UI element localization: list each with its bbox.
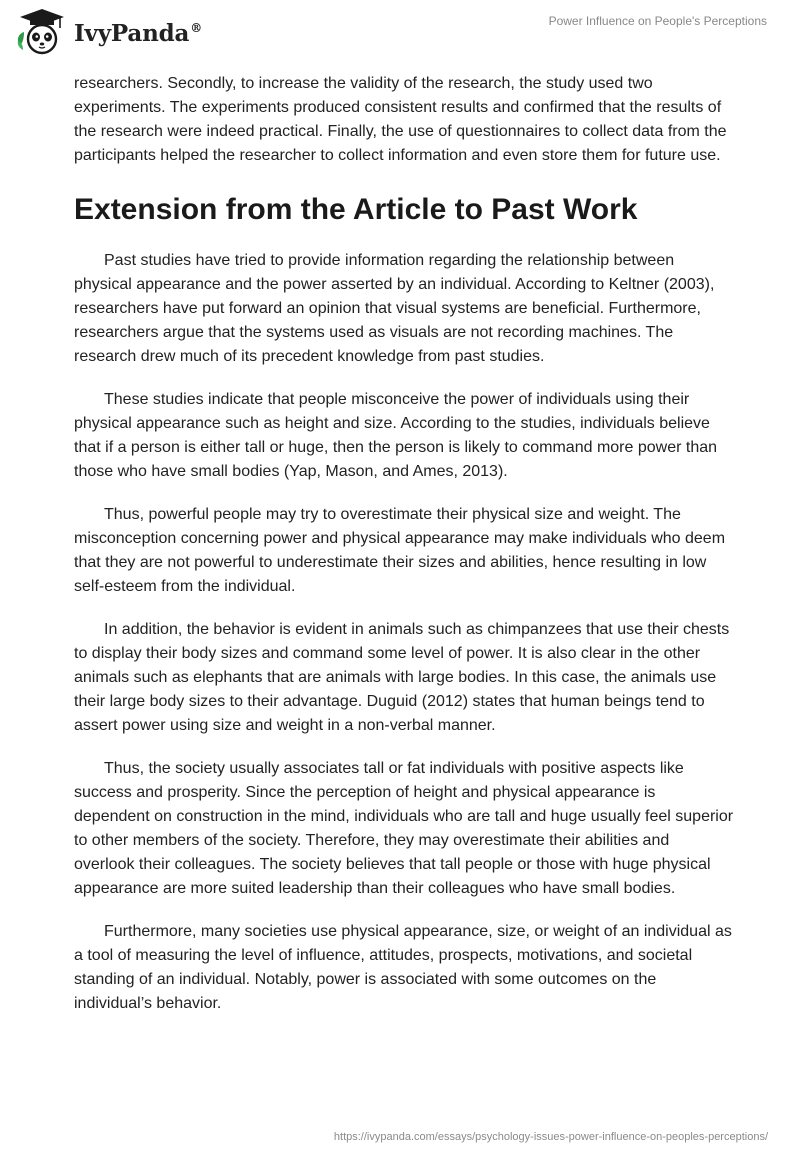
registered-mark: ® <box>190 20 202 35</box>
section-heading: Extension from the Article to Past Work <box>74 193 638 226</box>
ivypanda-logo[interactable] <box>14 6 202 58</box>
logo-wordmark <box>74 20 202 47</box>
page-header <box>0 0 800 70</box>
body-paragraph-3: Thus, powerful people may try to overestimate their physical size and weight. The misconception concerning power and physical appearance may make individuals who deem that they are not powerful to underestimate their sizes and abilities, hence resulting in low self-esteem from the individual. <box>74 506 726 595</box>
logo-name: IvyPanda <box>74 19 190 47</box>
body-paragraph-6: Furthermore, many societies use physical appearance, size, or weight of an individual as a tool of measuring the level of influence, attitudes, prospects, motivations, and societal standing of an individual. Notably, power is associated with some outcomes on the individual’s behavior. <box>74 923 732 1012</box>
body-paragraph-4: In addition, the behavior is evident in animals such as chimpanzees that use their chests to display their body sizes and command some level of power. It is also clear in the other animals such as elephants that are animals with large bodies. In this case, the animals use their large body sizes to their advantage. Duguid (2012) states that human beings tend to assert power using size and weight in a non-verbal manner. <box>74 621 730 734</box>
source-url[interactable]: https://ivypanda.com/essays/psychology-issues-power-influence-on-peoples-perceptions/ <box>333 1131 768 1143</box>
body-paragraph-1: Past studies have tried to provide information regarding the relationship between physical appearance and the power asserted by an individual. According to Keltner (2003), researchers have put forward an opinion that visual systems are beneficial. Furthermore, researchers argue that the systems used as visuals are not recording machines. The research drew much of its precedent knowledge from past studies. <box>74 252 715 365</box>
body-paragraph-5: Thus, the society usually associates tall or fat individuals with positive aspects like success and prosperity. Since the perception of height and physical appearance is dependent on construction in the mind, individuals who are tall and huge usually feel superior to other members of the society. Therefore, they may overestimate their abilities and overlook their colleagues. The society believes that tall people or those with huge physical appearance are more suited leadership than their colleagues who have small bodies. <box>74 760 734 897</box>
intro-paragraph: researchers. Secondly, to increase the validity of the research, the study used two experiments. The experiments produced consistent results and confirmed that the results of the research were indeed practical. Finally, the use of questionnaires to collect data from the participants helped the researcher to collect information and even store them for future use. <box>74 75 727 164</box>
panda-logo-icon <box>14 6 70 58</box>
essay-content <box>74 72 734 1035</box>
document-title: Power Influence on People's Perceptions <box>548 14 767 28</box>
body-paragraph-2: These studies indicate that people misconceive the power of individuals using their physical appearance such as height and size. According to the studies, individuals believe that if a person is either tall or huge, then the person is likely to command more power than those who have small bodies (Yap, Mason, and Ames, 2013). <box>74 391 718 480</box>
